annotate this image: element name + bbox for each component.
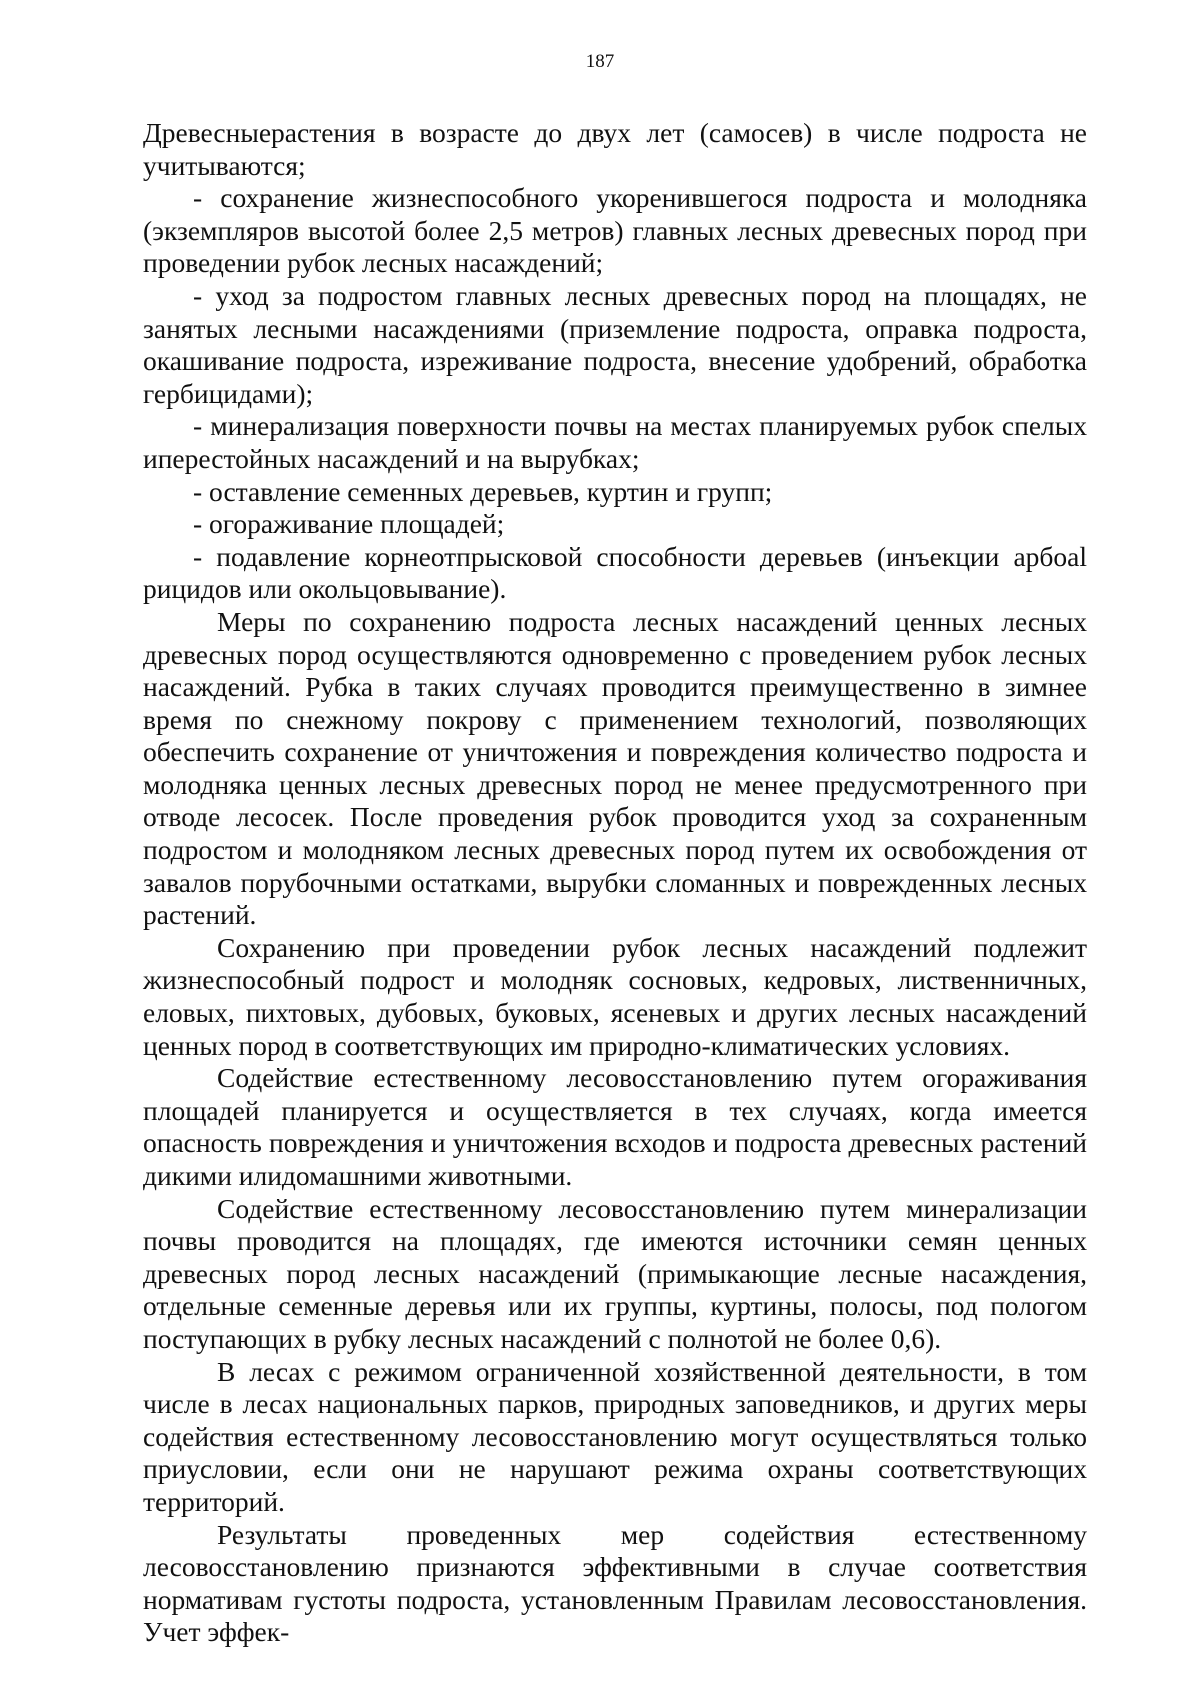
paragraph: В лесах с режимом ограниченной хозяйственной деятельности, в том числе в лесах национальных парков, природных заповедников, и других меры содействия естественному лесовосстановлению могут осуществляться только приусловии, если они не нарушают режима охраны соответствующих территорий. [143, 1355, 1087, 1517]
list-item: - подавление корнеотпрысковой способности деревьев (инъекции арбоal рицидов или окольцовывание). [143, 540, 1087, 605]
paragraph: Результаты проведенных мер содействия естественному лесовосстановлению признаются эффективными в случае соответствия нормативам густоты подроста, установленным Правилам лесовосстановления. Учет эффек- [143, 1518, 1087, 1648]
paragraph: Древесныерастения в возрасте до двух лет (самосев) в числе подроста не учитываются; [143, 117, 1087, 181]
list-item: - огораживание площадей; [193, 508, 505, 540]
paragraph: Содействие естественному лесовосстановлению путем минерализации почвы проводится на площадях, где имеются источники семян ценных древесных пород лесных насаждений (примыкающие лесные насаждения, отдельные семенные деревья или их группы, куртины, полосы, под пологом поступающих в рубку лесных насаждений с полнотой не более 0,6). [143, 1192, 1087, 1354]
list-item: - оставление семенных деревьев, куртин и групп; [193, 475, 773, 507]
page-number: 187 [585, 51, 615, 72]
paragraph: Сохранению при проведении рубок лесных насаждений подлежит жизнеспособный подрост и молодняк сосновых, кедровых, лиственничных, еловых, пихтовых, дубовых, буковых, ясеневых и других лесных насаждений ценных пород в соответствующих им природно-климатических условиях. [143, 931, 1087, 1061]
document-body [143, 117, 1087, 1649]
list-item: - сохранение жизнеспособного укоренившегося подроста и молодняка (экземпляров высотой более 2,5 метров) главных лесных древесных пород при проведении рубок лесных насаждений; [143, 182, 1087, 279]
list-item: - уход за подростом главных лесных древесных пород на площадях, не занятых лесными насаждениями (приземление подроста, оправка подроста, окашивание подроста, изреживание подроста, внесение удобрений, обработка гербицидами); [143, 279, 1087, 409]
paragraph: Меры по сохранению подроста лесных насаждений ценных лесных древесных пород осуществляются одновременно с проведением рубок лесных насаждений. Рубка в таких случаях проводится преимущественно в зимнее время по снежному покрову с применением технологий, позволяющих обеспечить сохранение от уничтожения и повреждения количество подроста и молодняка ценных лесных древесных пород не менее предусмотренного при отводе лесосек. После проведения рубок проводится уход за сохраненным подростом и молодняком лесных древесных пород путем их освобождения от завалов порубочными остатками, вырубки сломанных и поврежденных лесных растений. [143, 605, 1087, 931]
paragraph: Содействие естественному лесовосстановлению путем огораживания площадей планируется и осуществляется в тех случаях, когда имеется опасность повреждения и уничтожения всходов и подроста древесных растений дикими илидомашними животными. [143, 1062, 1087, 1191]
list-item: - минерализация поверхности почвы на местах планируемых рубок спелых иперестойных насаждений и на вырубках; [143, 410, 1087, 474]
